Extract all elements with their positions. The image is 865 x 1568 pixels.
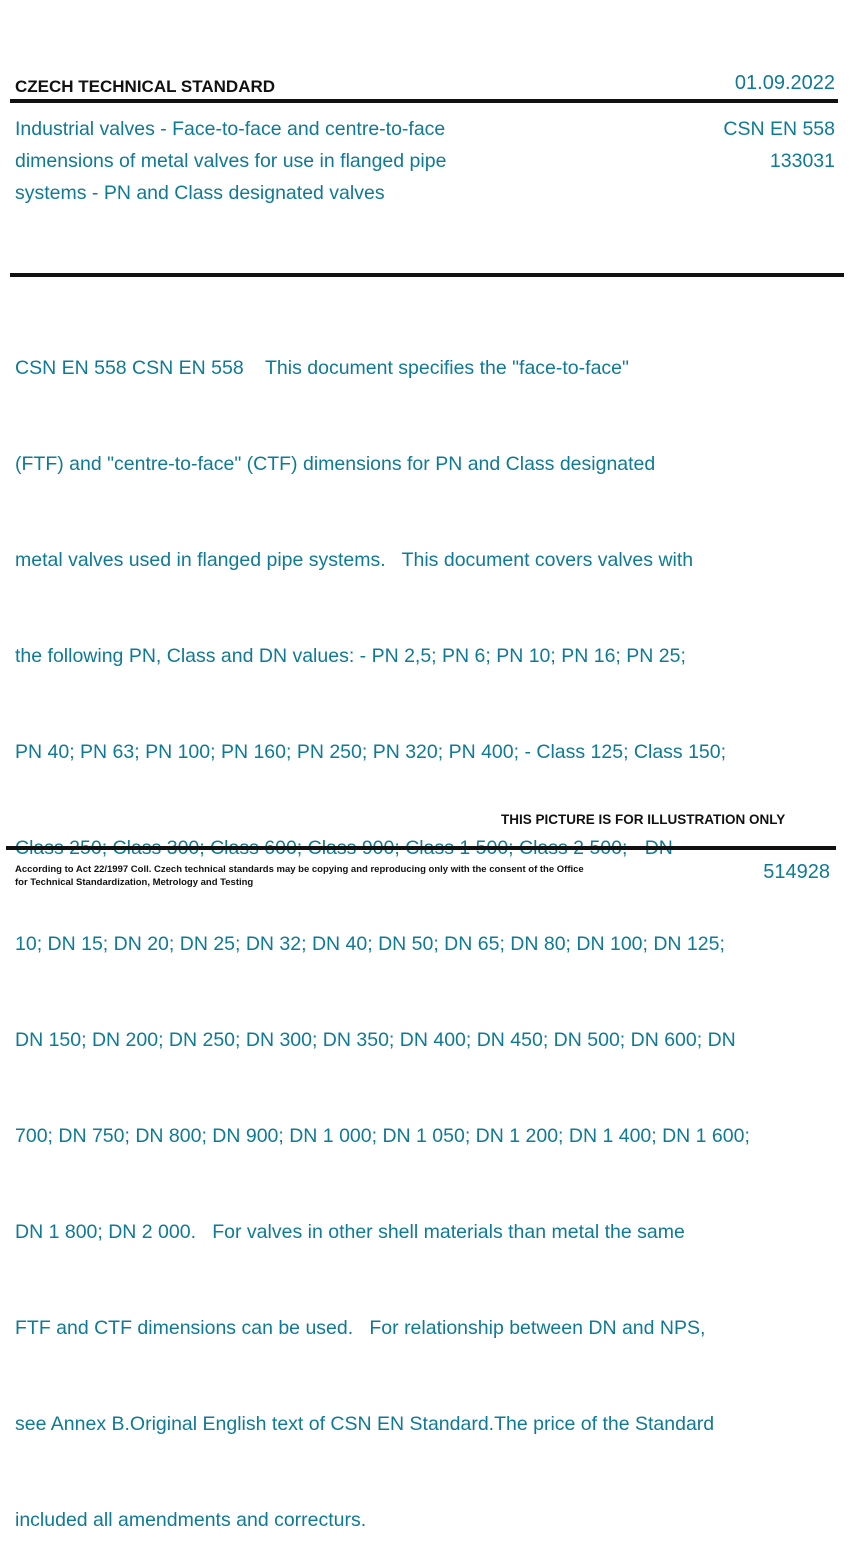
body-line: CSN EN 558 CSN EN 558 This document specifies the "face-to-face" [15,357,629,379]
body-line: DN 1 800; DN 2 000. For valves in other shell materials than metal the same [15,1221,685,1243]
footer-divider [6,846,836,850]
title-line: dimensions of metal valves for use in flanged pipe [15,150,447,172]
standard-title [15,113,535,209]
body-line: the following PN, Class and DN values: - PN 2,5; PN 6; PN 10; PN 16; PN 25; [15,645,686,667]
title-divider [10,273,844,277]
body-line: 700; DN 750; DN 800; DN 900; DN 1 000; DN 1 050; DN 1 200; DN 1 400; DN 1 600; [15,1125,750,1147]
header-divider [10,99,838,103]
title-line: Industrial valves - Face-to-face and centre-to-face [15,118,446,140]
title-line: systems - PN and Class designated valves [15,182,385,204]
body-line: (FTF) and "centre-to-face" (CTF) dimensions for PN and Class designated [15,453,656,475]
body-line: included all amendments and correcturs. [15,1509,367,1531]
body-line: metal valves used in flanged pipe systems. This document covers valves with [15,549,694,571]
body-line: FTF and CTF dimensions can be used. For relationship between DN and NPS, [15,1317,706,1339]
illustration-note: THIS PICTURE IS FOR ILLUSTRATION ONLY [501,812,786,827]
body-line: PN 40; PN 63; PN 100; PN 160; PN 250; PN 320; PN 400; - Class 125; Class 150; [15,741,727,763]
body-line: DN 150; DN 200; DN 250; DN 300; DN 350; DN 400; DN 450; DN 500; DN 600; DN [15,1029,736,1051]
legal-line: for Technical Standardization, Metrology and Testing [15,876,254,888]
publication-date: 01.09.2022 [734,72,835,94]
body-line: 10; DN 15; DN 20; DN 25; DN 32; DN 40; DN 50; DN 65; DN 80; DN 100; DN 125; [15,933,725,955]
standard-number: CSN EN 558 [723,118,835,140]
classification-code: 133031 [769,150,835,172]
document-code: 514928 [763,861,830,883]
description-text [15,288,835,1568]
legal-line: According to Act 22/1997 Coll. Czech technical standards may be copying and reproducing only with the consent of the Office [15,864,584,875]
document-heading: CZECH TECHNICAL STANDARD [15,77,276,96]
body-line: see Annex B.Original English text of CSN EN Standard.The price of the Standard [15,1413,715,1435]
legal-notice [15,864,615,889]
standard-identifiers [723,113,835,177]
